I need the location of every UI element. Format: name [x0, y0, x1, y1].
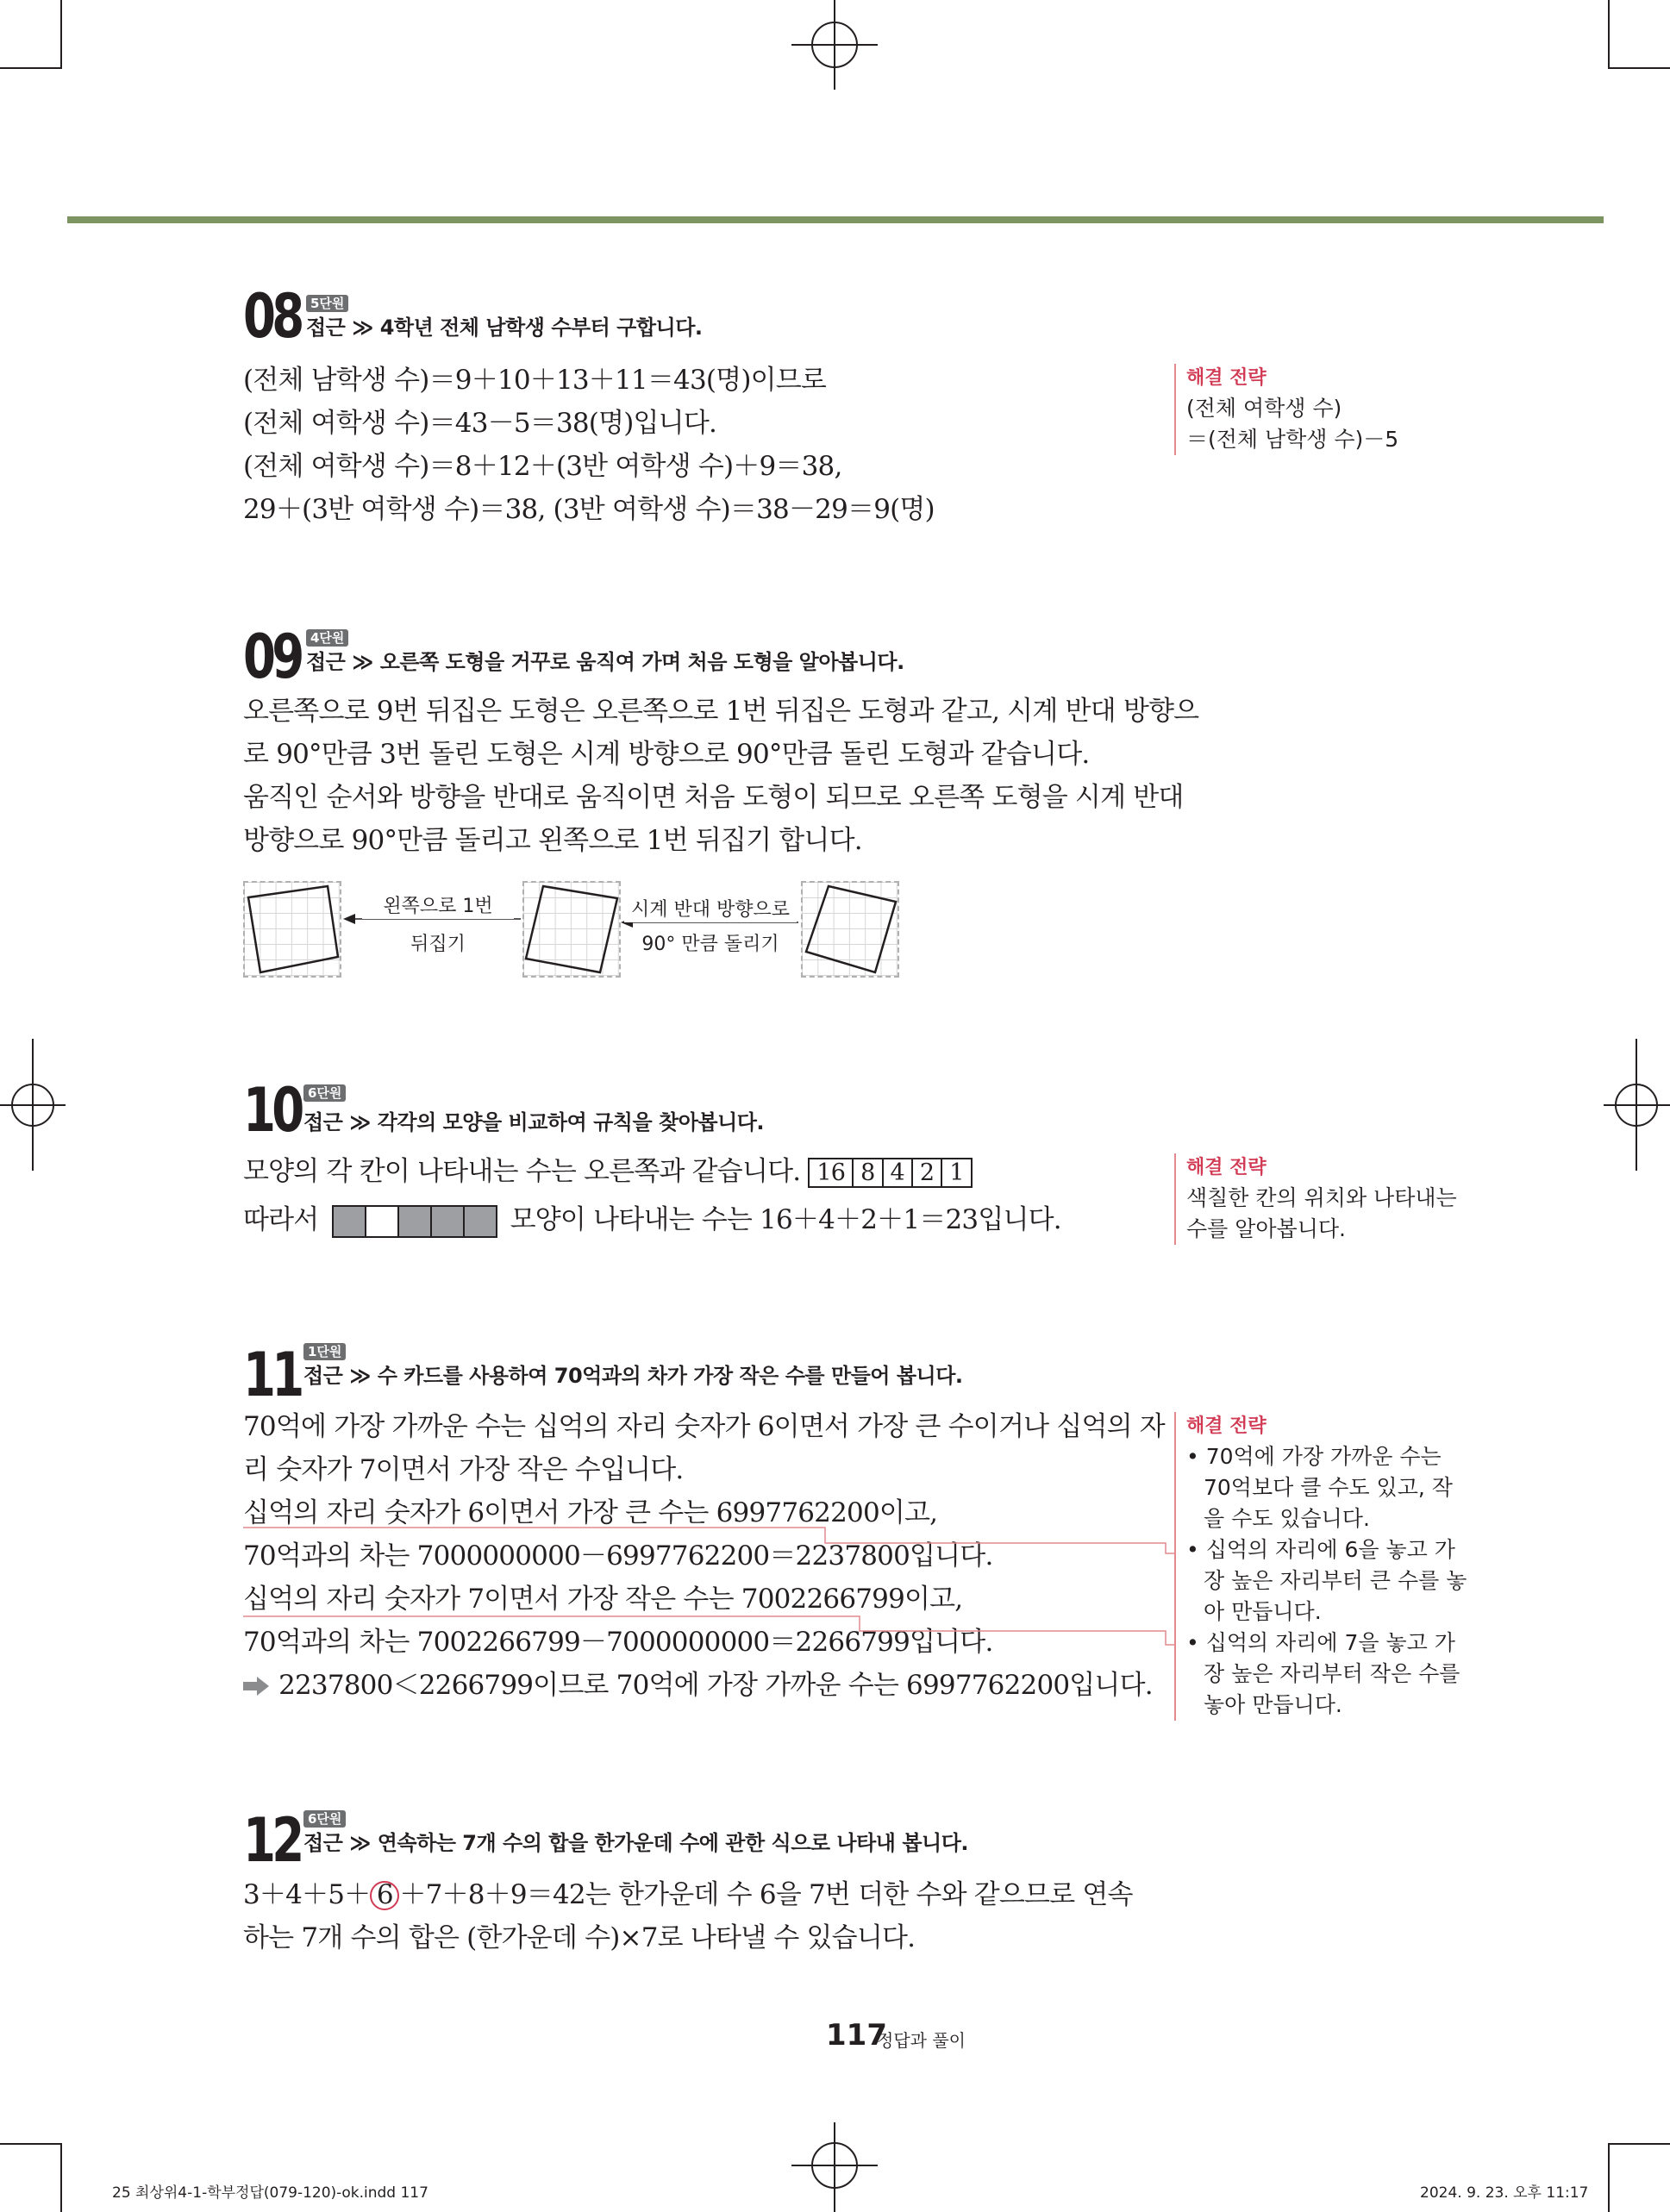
arrow2-label: 90° 만큼 돌리기 — [641, 934, 779, 955]
unit-badge: 6단원 — [303, 1810, 346, 1828]
shaded-cell — [464, 1206, 497, 1237]
arrow2-label: 시계 반대 방향으로 — [624, 898, 797, 922]
approach-text: 접근 ≫ 연속하는 7개 수의 합을 한가운데 수에 관한 식으로 나타내 봅니다. — [303, 1831, 969, 1855]
strategy-box — [1174, 1153, 1471, 1245]
solution-line: 십억의 자리 숫자가 6이면서 가장 큰 수는 6997762200이고, — [243, 1497, 938, 1528]
solution-line: ＋7＋8＋9＝42는 한가운데 수 6을 7번 더한 수와 같으므로 연속 — [399, 1879, 1133, 1910]
solution-line: 하는 7개 수의 합은 (한가운데 수)×7로 나타낼 수 있습니다. — [243, 1922, 916, 1953]
unit-badge: 4단원 — [306, 629, 348, 647]
page-number: 117 — [826, 2018, 887, 2053]
problem-number: 08 — [243, 281, 301, 352]
solution-text — [243, 690, 1198, 862]
strategy-title: 해결 전략 — [1186, 1157, 1267, 1178]
original-shape-grid — [243, 881, 341, 978]
strategy-box — [1174, 1412, 1471, 1721]
leader-lines — [243, 1517, 1174, 1655]
unit-badge: 6단원 — [303, 1084, 346, 1102]
approach-text: 접근 ≫ 각각의 모양을 비교하여 규칙을 찾아봅니다. — [303, 1110, 765, 1134]
solution-line: 오른쪽으로 9번 뒤집은 도형은 오른쪽으로 1번 뒤집은 도형과 같고, 시계 반대 방향으 — [243, 696, 1199, 727]
strategy-title: 해결 전략 — [1186, 367, 1267, 389]
strategy-line: 수를 알아봅니다. — [1186, 1216, 1346, 1241]
page-label: 정답과 풀이 — [877, 2030, 966, 2051]
place-value-table — [808, 1158, 972, 1188]
strategy-line: ＝(전체 남학생 수)－5 — [1186, 427, 1399, 452]
solution-line: 29＋(3반 여학생 수)＝38, (3반 여학생 수)＝38－29＝9(명) — [243, 494, 935, 525]
arrow1-label: 왼쪽으로 1번 — [362, 895, 514, 919]
table-cell: 8 — [853, 1159, 882, 1187]
table-cell: 16 — [809, 1159, 853, 1187]
problem-number: 09 — [243, 622, 301, 692]
strategy-item: • 십억의 자리에 7을 놓고 가장 높은 자리부터 작은 수를 놓아 만듭니다. — [1186, 1630, 1460, 1717]
table-cell: 4 — [883, 1159, 912, 1187]
empty-cell — [366, 1206, 398, 1237]
problem-number: 11 — [243, 1340, 301, 1410]
unit-badge: 5단원 — [306, 295, 348, 312]
approach-text: 접근 ≫ 4학년 전체 남학생 수부터 구합니다. — [306, 316, 703, 340]
solution-line: (전체 여학생 수)＝8＋12＋(3반 여학생 수)＋9＝38, — [243, 451, 842, 482]
middle-shape-grid — [522, 881, 621, 978]
solution-line: 따라서 — [243, 1204, 319, 1235]
approach-text: 접근 ≫ 수 카드를 사용하여 70억과의 차가 가장 작은 수를 만들어 봅니다. — [303, 1364, 963, 1388]
strategy-item: • 70억에 가장 가까운 수는 70억보다 클 수도 있고, 작을 수도 있습니다. — [1186, 1444, 1453, 1531]
header-accent-bar — [67, 216, 1604, 223]
solution-line: 3＋4＋5＋ — [243, 1879, 371, 1910]
problem-number: 12 — [243, 1805, 301, 1876]
solution-text — [243, 1873, 1133, 1959]
solution-line: 리 숫자가 7이면서 가장 작은 수입니다. — [243, 1454, 684, 1485]
final-shape-grid — [801, 881, 899, 978]
solution-line: 모양의 각 칸이 나타내는 수는 오른쪽과 같습니다. — [243, 1156, 801, 1187]
shaded-cell — [398, 1206, 431, 1237]
strategy-title: 해결 전략 — [1186, 1415, 1267, 1437]
arrow-right-icon — [243, 1677, 271, 1696]
solution-line: (전체 여학생 수)＝43－5＝38(명)입니다. — [243, 408, 717, 439]
solution-line: 로 90°만큼 3번 돌린 도형은 시계 방향으로 90°만큼 돌린 도형과 같습니다. — [243, 739, 1090, 770]
solution-line: 움직인 순서와 방향을 반대로 움직이면 처음 도형이 되므로 오른쪽 도형을 시계 반대 — [243, 782, 1184, 813]
strategy-line: 색칠한 칸의 위치와 나타내는 — [1186, 1185, 1457, 1210]
solution-line: 십억의 자리 숫자가 7이면서 가장 작은 수는 7002266799이고, — [243, 1584, 963, 1615]
problem-number: 10 — [243, 1075, 301, 1146]
conclusion-line: 2237800＜2266799이므로 70억에 가장 가까운 수는 6997762200입니다. — [278, 1670, 1153, 1701]
strategy-box — [1174, 364, 1462, 455]
circled-number: 6 — [370, 1881, 399, 1910]
solution-line: (전체 남학생 수)＝9＋10＋13＋11＝43(명)이므로 — [243, 365, 827, 396]
shaded-cell — [431, 1206, 464, 1237]
strategy-line: (전체 여학생 수) — [1186, 396, 1342, 421]
solution-line: 70억과의 차는 7000000000－6997762200＝2237800입니다. — [243, 1540, 993, 1572]
solution-line: 70억과의 차는 7002266799－7000000000＝2266799입니다. — [243, 1627, 993, 1658]
solution-line: 모양이 나타내는 수는 16＋4＋2＋1＝23입니다. — [510, 1204, 1061, 1235]
print-timestamp: 2024. 9. 23. 오후 11:17 — [1420, 2184, 1589, 2202]
shaded-cell — [333, 1206, 366, 1237]
solution-line: 70억에 가장 가까운 수는 십억의 자리 숫자가 6이면서 가장 큰 수이거나 십억의 자 — [243, 1411, 1165, 1442]
strategy-item: • 십억의 자리에 6을 놓고 가장 높은 자리부터 큰 수를 놓아 만듭니다. — [1186, 1537, 1467, 1624]
table-cell: 1 — [941, 1159, 971, 1187]
unit-badge: 1단원 — [303, 1343, 346, 1360]
arrow1-label: 뒤집기 — [410, 934, 466, 955]
approach-text: 접근 ≫ 오른쪽 도형을 거꾸로 움직여 가며 처음 도형을 알아봅니다. — [306, 650, 904, 674]
solution-text — [243, 359, 935, 531]
shaded-cells-shape — [332, 1205, 497, 1238]
solution-text — [243, 1150, 1061, 1241]
file-name: 25 최상위4-1-학부정답(079-120)-ok.indd 117 — [112, 2184, 428, 2202]
table-cell: 2 — [912, 1159, 941, 1187]
solution-line: 방향으로 90°만큼 돌리고 왼쪽으로 1번 뒤집기 합니다. — [243, 825, 862, 856]
